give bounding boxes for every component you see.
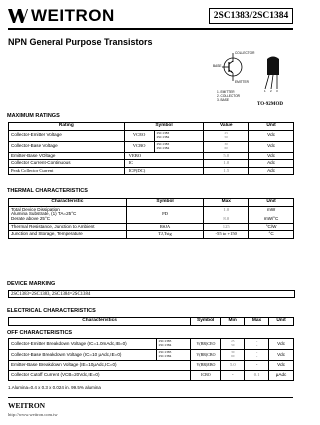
header-symbol: Symbol <box>124 123 204 131</box>
unit-cell: Vdc <box>249 152 294 160</box>
package-name: TO-92MOD <box>257 102 284 107</box>
table-row <box>9 223 294 231</box>
symbol-cell: VEBO <box>124 152 204 160</box>
brand-name: WEITRON <box>31 6 115 25</box>
symbol-cell: VCEO <box>124 130 154 141</box>
min-cell: 30 60 <box>221 350 245 361</box>
value-cell: 1.5 <box>204 167 249 175</box>
unit-cell: Vdc <box>249 141 294 152</box>
value-cell: 5.0 <box>204 152 249 160</box>
rating-cell: Collector-Base Voltage <box>9 141 125 152</box>
max-ratings-table <box>8 122 294 175</box>
value-cell: 1.0 <box>204 160 249 168</box>
max-cell: - - <box>245 339 269 350</box>
rating-cell: Emitter-Base VOltage <box>9 152 125 160</box>
electrical-header-table <box>8 317 294 326</box>
package-diagram <box>213 45 293 110</box>
header-max: Max <box>245 318 269 326</box>
table-header-row <box>9 318 294 326</box>
pin-1-label: 1. EMITTER <box>217 90 235 94</box>
off-characteristics-table <box>8 338 294 381</box>
characteristic-cell: Collector-Base Breakdown Voltage (IC=10 μAdc,IE=0) <box>9 350 157 361</box>
min-cell: 5.0 <box>221 361 245 371</box>
symbol-cell: RθJA <box>126 223 204 231</box>
rating-cell: Peak Collector Current <box>9 167 125 175</box>
value-cell: 25 50 <box>204 130 249 141</box>
max-ratings-title: MAXIMUM RATINGS <box>7 113 60 119</box>
pin-list <box>217 91 240 102</box>
max-cell: - - <box>245 350 269 361</box>
table-row <box>9 141 294 152</box>
header-min: Min <box>221 318 245 326</box>
characteristic-cell: Junction and Storage, Temperature <box>9 231 127 239</box>
unit-cell: mW mW/°C <box>249 206 294 223</box>
header-value: Value <box>204 123 249 131</box>
pin-number-3: 3 <box>276 89 278 93</box>
header-symbol: Symbol <box>191 318 221 326</box>
footer-brand: WEITRON <box>8 401 46 410</box>
page-subtitle: NPN General Purpose Transistors <box>8 37 153 47</box>
symbol-cell: ICBO <box>191 371 221 381</box>
header-unit: Unit <box>249 123 294 131</box>
characteristic-cell: Thermal Resistance, Junction to Ambient <box>9 223 127 231</box>
header-symbol: Symbol <box>126 199 204 207</box>
max-cell: -55 to +150 <box>204 231 249 239</box>
off-characteristics-title: OFF CHARACTERISTICS <box>7 330 73 336</box>
unit-cell: Vdc <box>269 350 294 361</box>
part-number-box: 2SC1383/2SC1384 <box>209 8 293 24</box>
table-row <box>9 361 294 371</box>
header-divider <box>8 28 293 30</box>
symbol-cell: IC <box>124 160 204 168</box>
rating-cell: Collector-Emitter Voltage <box>9 130 125 141</box>
characteristic-cell: Emitter-Base Breakdown Voltage (IE=10μAdc,IC=0) <box>9 361 191 371</box>
table-row <box>9 206 294 223</box>
unit-cell: Adc <box>249 160 294 168</box>
pin-number-1: 1 <box>264 89 266 93</box>
parts-cell: 2SC1383 2SC1384 <box>156 350 191 361</box>
symbol-cell: V(BR)CBO <box>191 350 221 361</box>
footer-url-link[interactable]: http://www.weitron.com.tw <box>8 412 58 417</box>
table-row <box>9 160 294 168</box>
symbol-cell: V(BR)CEO <box>191 339 221 350</box>
characteristic-cell: Total Device Dissipation Alumina Substrate, (1) TA=25°C Derate above 25°C <box>9 206 127 223</box>
max-cell: 125 <box>204 223 249 231</box>
table-row <box>9 371 294 381</box>
table-row <box>9 167 294 175</box>
symbol-cell: PD <box>126 206 204 223</box>
thermal-table <box>8 198 294 239</box>
parts-cell: 2SC1383 2SC1384 <box>154 141 204 152</box>
characteristic-cell: Collector-Emitter Breakdown Voltage (IC=1.0mAdc,IB=0) <box>9 339 157 350</box>
unit-cell: Adc <box>249 167 294 175</box>
unit-cell: Vdc <box>269 361 294 371</box>
unit-cell: °C <box>249 231 294 239</box>
pin-number-2: 2 <box>270 89 272 93</box>
pin-3-label: 3. BASE <box>217 97 230 102</box>
symbol-cell: VCBO <box>124 141 154 152</box>
device-marking-text: 2SC1383=2SC1383, 2SC1384=2SC1384 <box>8 290 295 298</box>
header-characteristic: Characteristic <box>9 199 127 207</box>
device-marking-title: DEVICE MARKING <box>7 281 56 287</box>
footer-divider <box>8 397 293 398</box>
parts-cell: 2SC1383 2SC1384 <box>156 339 191 350</box>
pin-2-label: 2. COLLECTOR <box>217 93 240 98</box>
parts-cell: 2SC1383 2SC1384 <box>154 130 204 141</box>
header-characteristics: Characteristics <box>9 318 191 326</box>
unit-cell: μAdc <box>269 371 294 381</box>
header-max: Max <box>204 199 249 207</box>
electrical-title: ELECTRICAL CHARACTERISTICS <box>7 308 96 314</box>
characteristic-cell: Collector Cutoff Current (VCB=20Vdc,IE=0) <box>9 371 191 381</box>
table-row <box>9 130 294 141</box>
table-row <box>9 152 294 160</box>
base-label: BASE <box>213 64 222 68</box>
table-row <box>9 339 294 350</box>
rating-cell: Collector Current-Continuous <box>9 160 125 168</box>
table-header-row <box>9 123 294 131</box>
min-cell: - <box>221 371 245 381</box>
unit-cell: Vdc <box>269 339 294 350</box>
weitron-logo-icon <box>8 9 28 23</box>
table-header-row <box>9 199 294 207</box>
header-unit: Unit <box>269 318 294 326</box>
min-cell: 25 50 <box>221 339 245 350</box>
emitter-label: EMITTER <box>235 80 249 84</box>
table-row <box>9 350 294 361</box>
header-rating: Rating <box>9 123 125 131</box>
value-cell: 30 60 <box>204 141 249 152</box>
symbol-cell: TJ,Tstg <box>126 231 204 239</box>
max-cell: - <box>245 361 269 371</box>
thermal-title: THERMAL CHARACTERISTICS <box>7 188 88 194</box>
symbol-cell: V(BR)EBO <box>191 361 221 371</box>
max-cell: 1.0 8.0 <box>204 206 249 223</box>
collector-label: COLLECTOR <box>235 51 255 55</box>
symbol-cell: ICP(DC) <box>124 167 204 175</box>
unit-cell: Vdc <box>249 130 294 141</box>
unit-cell: °C/W <box>249 223 294 231</box>
max-cell: 0.1 <box>245 371 269 381</box>
alumina-footnote: 1.Alumina=0.4 x 0.3 x 0.024 in. 99.5% alumina <box>8 385 101 390</box>
header-unit: Unit <box>249 199 294 207</box>
table-row <box>9 231 294 239</box>
